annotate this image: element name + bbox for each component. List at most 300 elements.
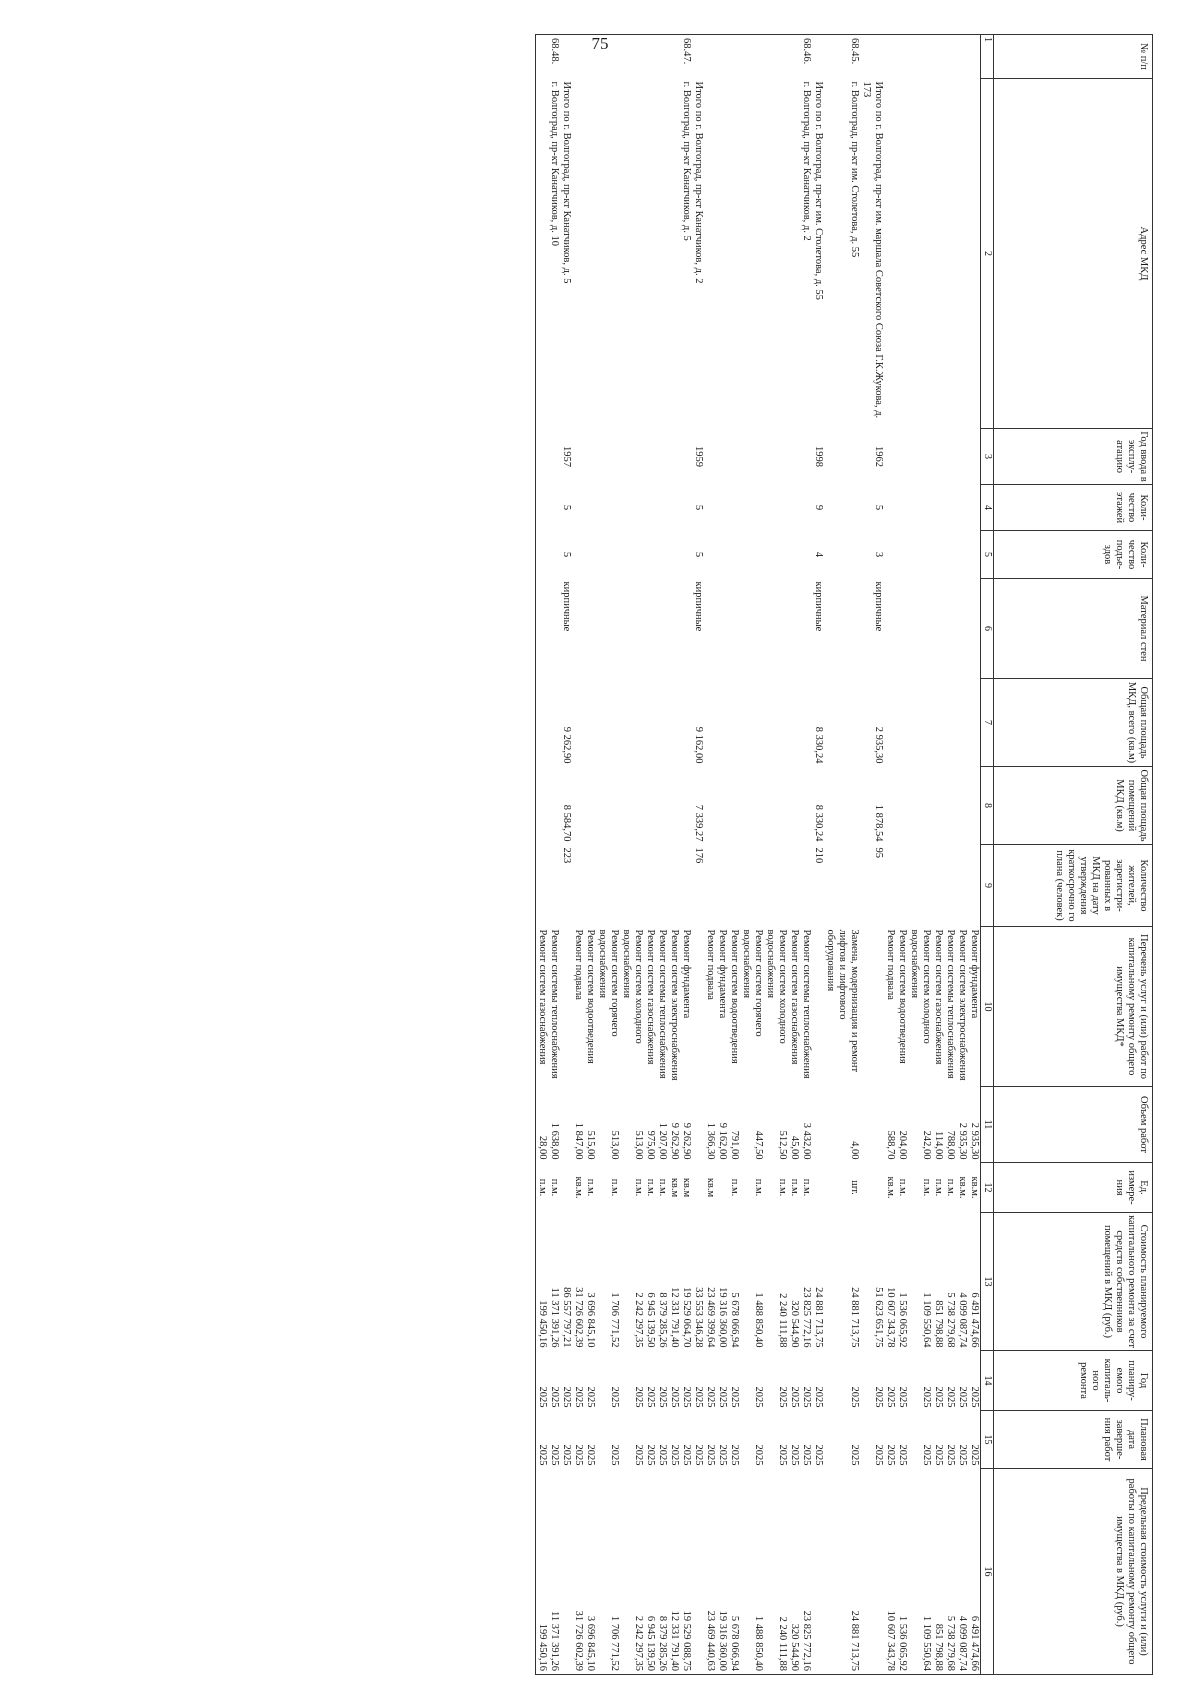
cell-vol: 513,00 bbox=[633, 1130, 645, 1160]
cell-unit: п.м. bbox=[897, 1178, 909, 1197]
cell-year bbox=[897, 429, 909, 485]
cell-cost: 5 678 066,94 bbox=[729, 1292, 741, 1348]
cell-work: Ремонт фундамента Ремонт подвала bbox=[705, 929, 729, 1019]
cell-unit: кв.м. bbox=[885, 1176, 897, 1199]
cell-area: 8 330,24 bbox=[813, 726, 825, 764]
cell-area bbox=[621, 679, 645, 767]
cell-people bbox=[789, 845, 801, 927]
cell-addr: г. Волгоград, пр-кт Канатчиков, д. 5 bbox=[681, 81, 693, 241]
cell-entr bbox=[969, 531, 982, 579]
header-row bbox=[994, 35, 1153, 1675]
cell-y2: 2025 bbox=[897, 1444, 909, 1466]
cell-limit: 5 678 066,94 bbox=[729, 1469, 741, 1675]
cell-cost: 19 529 064,70 12 331 791,40 bbox=[669, 1287, 693, 1348]
table-row bbox=[585, 35, 597, 1675]
cell-unit bbox=[861, 1163, 885, 1213]
cell-entr bbox=[549, 531, 561, 579]
cell-addr bbox=[657, 79, 669, 429]
cell-unit bbox=[813, 1163, 825, 1213]
cell-work: Ремонт систем газоснабжения bbox=[536, 927, 549, 1087]
cell-y1: 2025 bbox=[585, 1386, 597, 1408]
cell-addr: г. Волгоград, пр-кт Канатчиков, д. 2 bbox=[801, 81, 813, 241]
table-row bbox=[741, 35, 765, 1675]
cell-y1: 2025 bbox=[873, 1386, 885, 1408]
cell-area2 bbox=[597, 767, 621, 845]
cell-vol: 1 207,00 bbox=[657, 1122, 669, 1160]
cell-y1: 2025 bbox=[921, 1386, 933, 1408]
cell-area bbox=[549, 679, 561, 767]
cell-area2 bbox=[909, 767, 933, 845]
cell-floors bbox=[597, 485, 621, 531]
cell-mat bbox=[957, 579, 969, 679]
cell-n bbox=[909, 35, 933, 79]
cell-floors bbox=[669, 485, 693, 531]
cell-cost: 4 099 087,74 bbox=[957, 1292, 969, 1348]
cell-y1: 2025 bbox=[729, 1386, 741, 1408]
cell-area bbox=[585, 679, 597, 767]
cell-area bbox=[536, 679, 549, 767]
cell-cost: 1 706 771,52 bbox=[609, 1292, 621, 1348]
header-cell: Год планиру-емого капиталь-ного ремонта bbox=[994, 1351, 1153, 1411]
table-row-total bbox=[825, 35, 861, 1675]
cell-cost: 86 557 797,21 bbox=[561, 1287, 573, 1348]
cell-floors bbox=[969, 485, 982, 531]
cell-n bbox=[861, 35, 885, 79]
cell-work: Ремонт систем горячего водоснабжения bbox=[741, 929, 765, 1037]
cell-n bbox=[621, 35, 645, 79]
cell-cost: 6 945 139,50 bbox=[645, 1292, 657, 1348]
cell-cost: 2 242 297,35 bbox=[633, 1292, 645, 1348]
cell-work: Ремонт систем холодного водоснабжения bbox=[621, 929, 645, 1044]
cell-area: 2 935,30 bbox=[873, 726, 885, 764]
cell-y2: 2025 bbox=[645, 1444, 657, 1466]
cell-limit: 1 706 771,52 bbox=[597, 1469, 621, 1675]
cell-y1: 2025 bbox=[777, 1386, 789, 1408]
cell-mat: кирпичные bbox=[693, 581, 705, 632]
repair-plan-table bbox=[536, 34, 1154, 1675]
cell-people bbox=[933, 845, 945, 927]
cell-cost: 31 726 602,39 bbox=[573, 1287, 585, 1348]
cell-n bbox=[969, 35, 982, 79]
cell-limit bbox=[693, 1469, 705, 1675]
cell-entr: 3 bbox=[873, 551, 885, 558]
cell-limit: 19 529 088,75 12 331 791,40 bbox=[669, 1469, 693, 1675]
cell-area2: 8 584,70 bbox=[561, 804, 573, 842]
cell-unit: п.м. bbox=[657, 1178, 669, 1197]
column-number-row bbox=[981, 35, 994, 1675]
cell-mat: кирпичные bbox=[561, 581, 573, 632]
cell-y1: 2025 bbox=[813, 1386, 825, 1408]
cell-floors bbox=[885, 485, 897, 531]
cell-work: Ремонт систем газоснабжения bbox=[645, 929, 657, 1065]
cell-limit: 4 099 087,74 bbox=[957, 1469, 969, 1675]
cell-year bbox=[657, 429, 669, 485]
cell-entr bbox=[621, 531, 645, 579]
cell-y2: 2025 bbox=[873, 1444, 885, 1466]
table-row bbox=[597, 35, 621, 1675]
cell-year: 1959 bbox=[693, 446, 705, 467]
cell-floors bbox=[741, 485, 765, 531]
cell-area2 bbox=[957, 767, 969, 845]
cell-year bbox=[969, 429, 982, 485]
cell-people bbox=[585, 845, 597, 927]
cell-mat bbox=[825, 579, 861, 679]
cell-addr bbox=[705, 79, 729, 429]
table-row-total bbox=[801, 35, 813, 1675]
cell-area2 bbox=[825, 767, 861, 845]
header-cell: Объем работ bbox=[994, 1087, 1153, 1163]
cell-entr bbox=[536, 531, 549, 579]
cell-y2: 2025 bbox=[969, 1444, 981, 1466]
table-row bbox=[897, 35, 909, 1675]
table-row-total bbox=[813, 35, 825, 1675]
table-row-total bbox=[549, 35, 561, 1675]
cell-y2: 2025 bbox=[536, 1411, 549, 1469]
cell-area2 bbox=[969, 767, 982, 845]
cell-entr: 5 bbox=[561, 551, 573, 558]
cell-floors bbox=[729, 485, 741, 531]
cell-limit: 1 488 850,40 bbox=[741, 1469, 765, 1675]
header-cell: Адрес МКД bbox=[994, 79, 1153, 429]
cell-vol: 1 847,00 bbox=[573, 1122, 585, 1160]
cell-limit: 2 242 297,35 bbox=[621, 1469, 645, 1675]
header-cell: Год ввода в эксплу-атацию bbox=[994, 429, 1153, 485]
cell-limit: 11 371 391,26 bbox=[549, 1469, 561, 1675]
cell-people bbox=[705, 845, 729, 927]
cell-n bbox=[585, 35, 597, 79]
cell-y1: 2025 2025 bbox=[705, 1386, 729, 1408]
cell-n bbox=[693, 35, 705, 79]
cell-limit: 8 379 285,26 bbox=[657, 1469, 669, 1675]
cell-y1: 2025 bbox=[801, 1386, 813, 1408]
cell-limit: 10 607 343,78 bbox=[885, 1469, 897, 1675]
cell-area bbox=[741, 679, 765, 767]
cell-year bbox=[945, 429, 957, 485]
cell-n bbox=[957, 35, 969, 79]
cell-n bbox=[885, 35, 897, 79]
cell-mat bbox=[801, 579, 813, 679]
cell-people bbox=[957, 845, 969, 927]
cell-year bbox=[705, 429, 729, 485]
cell-people: 176 bbox=[693, 847, 705, 864]
cell-people bbox=[741, 845, 765, 927]
cell-addr: Итого по г. Волгоград, пр-кт Канатчиков, д. 5 bbox=[561, 81, 573, 284]
cell-area2 bbox=[621, 767, 645, 845]
cell-n bbox=[536, 35, 549, 79]
cell-area bbox=[945, 679, 957, 767]
cell-year bbox=[645, 429, 657, 485]
cell-floors: 5 bbox=[873, 504, 885, 511]
cell-unit: п.м. bbox=[536, 1163, 549, 1213]
cell-vol: 791,00 bbox=[729, 1130, 741, 1160]
cell-cost: 2 240 111,88 bbox=[777, 1293, 789, 1348]
cell-unit: п.м. bbox=[609, 1178, 621, 1197]
cell-addr bbox=[645, 79, 657, 429]
cell-area bbox=[897, 679, 909, 767]
cell-area bbox=[825, 679, 861, 767]
cell-floors bbox=[933, 485, 945, 531]
cell-floors bbox=[549, 485, 561, 531]
cell-entr bbox=[897, 531, 909, 579]
cell-work: Ремонт систем холодного водоснабжения bbox=[909, 929, 933, 1044]
cell-cost: 6 491 474,66 bbox=[969, 1292, 981, 1348]
cell-floors bbox=[536, 485, 549, 531]
cell-mat bbox=[741, 579, 765, 679]
cell-floors bbox=[765, 485, 789, 531]
cell-cost: 23 825 772,16 bbox=[801, 1287, 813, 1348]
cell-y2: 2025 bbox=[549, 1444, 561, 1466]
cell-vol bbox=[861, 1087, 885, 1163]
cell-y1: 2025 bbox=[657, 1386, 669, 1408]
cell-limit: 199 450,16 bbox=[536, 1469, 549, 1675]
cell-y1: 2025 bbox=[693, 1386, 705, 1408]
cell-limit: 19 316 360,00 23 469 440,63 bbox=[705, 1469, 729, 1675]
cell-floors bbox=[825, 485, 861, 531]
cell-unit: п.м. bbox=[729, 1178, 741, 1197]
cell-entr bbox=[729, 531, 741, 579]
cell-unit: п.м. bbox=[921, 1178, 933, 1197]
header-cell: Перечень услуг и (или) работ по капитальному ремонту общего имущества МКД* bbox=[994, 927, 1153, 1087]
cell-people bbox=[645, 845, 657, 927]
cell-addr bbox=[897, 79, 909, 429]
cell-y2: 2025 bbox=[945, 1444, 957, 1466]
cell-limit: 320 544,90 bbox=[789, 1469, 801, 1675]
table-row-total bbox=[669, 35, 693, 1675]
cell-mat bbox=[729, 579, 741, 679]
cell-y2: 2025 bbox=[633, 1444, 645, 1466]
cell-y2: 2025 bbox=[657, 1444, 669, 1466]
column-number: 10 bbox=[981, 927, 994, 1087]
cell-entr: 4 bbox=[813, 551, 825, 558]
table-row bbox=[705, 35, 729, 1675]
cell-y2: 2025 bbox=[777, 1444, 789, 1466]
cell-n: 68.46. bbox=[801, 35, 813, 79]
cell-work: Ремонт подвала bbox=[885, 929, 897, 1000]
cell-floors: 9 bbox=[813, 504, 825, 511]
cell-n bbox=[897, 35, 909, 79]
cell-area2 bbox=[885, 767, 897, 845]
cell-work: Ремонт систем водоотведения bbox=[729, 929, 741, 1064]
cell-vol: 2 935,30 bbox=[957, 1122, 969, 1160]
table-row bbox=[945, 35, 957, 1675]
header-cell: Коли-чество подъе-здов bbox=[994, 531, 1153, 579]
cell-people bbox=[945, 845, 957, 927]
cell-area bbox=[789, 679, 801, 767]
cell-unit: п.м. bbox=[753, 1178, 765, 1197]
cell-y1: 2025 bbox=[633, 1386, 645, 1408]
cell-y2: 2025 bbox=[957, 1444, 969, 1466]
cell-unit bbox=[561, 1163, 573, 1213]
cell-limit: 2 240 111,88 bbox=[765, 1469, 789, 1675]
cell-mat bbox=[597, 579, 621, 679]
page-number: 75 bbox=[591, 34, 609, 53]
cell-y2: 2025 bbox=[933, 1444, 945, 1466]
cell-floors bbox=[957, 485, 969, 531]
table-row bbox=[657, 35, 669, 1675]
cell-addr bbox=[945, 79, 957, 429]
cell-y2: 2025 2025 bbox=[705, 1444, 729, 1466]
cell-y2: 2025 bbox=[693, 1444, 705, 1466]
cell-year bbox=[549, 429, 561, 485]
cell-area2 bbox=[536, 767, 549, 845]
cell-people bbox=[969, 845, 982, 927]
cell-year: 1998 bbox=[813, 446, 825, 467]
cell-area bbox=[909, 679, 933, 767]
cell-y2: 2025 bbox=[585, 1444, 597, 1466]
cell-n: 68.48. bbox=[549, 35, 561, 79]
cell-mat bbox=[897, 579, 909, 679]
cell-vol: 9 162,00 1 366,30 bbox=[705, 1122, 729, 1160]
cell-y2: 2025 bbox=[753, 1444, 765, 1466]
header-cell: Общая площадь помещений МКД (кв.м) bbox=[994, 767, 1153, 845]
cell-work: Ремонт системы теплоснабжения bbox=[657, 929, 669, 1079]
cell-cost: 33 553 346,28 bbox=[693, 1287, 705, 1348]
cell-year bbox=[729, 429, 741, 485]
cell-n bbox=[705, 35, 729, 79]
cell-work: Ремонт системы теплоснабжения bbox=[945, 929, 957, 1079]
cell-area: 9 162,00 bbox=[693, 726, 705, 764]
column-number: 7 bbox=[981, 679, 994, 767]
cell-cost: 851 798,88 bbox=[933, 1300, 945, 1348]
cell-vol: 204,00 bbox=[897, 1130, 909, 1160]
cell-vol: 1 638,00 bbox=[549, 1122, 561, 1160]
cell-floors bbox=[945, 485, 957, 531]
cell-area bbox=[573, 679, 585, 767]
cell-mat bbox=[657, 579, 669, 679]
cell-vol bbox=[693, 1087, 705, 1163]
cell-vol: 2 935,30 bbox=[969, 1122, 981, 1160]
cell-area bbox=[657, 679, 669, 767]
cell-area bbox=[705, 679, 729, 767]
cell-entr bbox=[669, 531, 693, 579]
cell-floors: 5 bbox=[693, 504, 705, 511]
cell-year bbox=[933, 429, 945, 485]
cell-floors bbox=[585, 485, 597, 531]
header-cell: Ед. измере-ния bbox=[994, 1163, 1153, 1213]
cell-addr bbox=[573, 79, 585, 429]
cell-mat bbox=[909, 579, 933, 679]
cell-people bbox=[909, 845, 933, 927]
cell-n bbox=[765, 35, 789, 79]
cell-y1: 2025 bbox=[933, 1386, 945, 1408]
cell-area bbox=[645, 679, 657, 767]
cell-entr bbox=[645, 531, 657, 579]
cell-people bbox=[801, 845, 813, 927]
cell-area bbox=[597, 679, 621, 767]
cell-people bbox=[669, 845, 693, 927]
cell-entr bbox=[933, 531, 945, 579]
cell-people: 223 bbox=[561, 847, 573, 864]
cell-work: Ремонт фундамента bbox=[969, 929, 981, 1019]
cell-unit: шт. bbox=[849, 1180, 861, 1195]
cell-unit: кв.м bbox=[705, 1177, 717, 1198]
cell-mat bbox=[573, 579, 585, 679]
cell-cost: 1 488 850,40 bbox=[753, 1292, 765, 1348]
cell-floors bbox=[657, 485, 669, 531]
cell-limit bbox=[813, 1469, 825, 1675]
table-row bbox=[621, 35, 645, 1675]
cell-vol: 788,00 bbox=[945, 1130, 957, 1160]
cell-area bbox=[669, 679, 693, 767]
cell-vol: 975,00 bbox=[645, 1130, 657, 1160]
cell-addr bbox=[597, 79, 621, 429]
column-number: 14 bbox=[981, 1351, 994, 1411]
cell-mat bbox=[585, 579, 597, 679]
cell-work bbox=[813, 927, 825, 1087]
cell-entr bbox=[957, 531, 969, 579]
cell-area bbox=[885, 679, 897, 767]
table-row bbox=[645, 35, 657, 1675]
cell-y1: 2025 bbox=[645, 1386, 657, 1408]
cell-mat bbox=[645, 579, 657, 679]
cell-y1: 2025 2025 bbox=[669, 1386, 693, 1408]
cell-work: Ремонт системы теплоснабжения bbox=[549, 929, 561, 1079]
cell-unit: п.м. bbox=[549, 1178, 561, 1197]
cell-vol: 3 432,00 bbox=[801, 1122, 813, 1160]
cell-floors bbox=[621, 485, 645, 531]
cell-y1: 2025 bbox=[536, 1351, 549, 1411]
cell-work: Ремонт системы теплоснабжения bbox=[801, 929, 813, 1079]
table-row bbox=[536, 35, 549, 1675]
cell-work: Ремонт систем электроснабжения bbox=[957, 929, 969, 1081]
cell-limit: 1 536 065,92 bbox=[897, 1469, 909, 1675]
cell-people bbox=[621, 845, 645, 927]
cell-y2: 2025 bbox=[561, 1444, 573, 1466]
cell-y1: 2025 bbox=[561, 1386, 573, 1408]
cell-n bbox=[945, 35, 957, 79]
cell-limit: 24 881 713,75 bbox=[825, 1469, 861, 1675]
column-number: 16 bbox=[981, 1469, 994, 1675]
header-cell: Материал стен bbox=[994, 579, 1153, 679]
cell-y1: 2025 bbox=[753, 1386, 765, 1408]
column-number: 9 bbox=[981, 845, 994, 927]
cell-unit: п.м. bbox=[945, 1178, 957, 1197]
cell-unit: п.м. bbox=[777, 1178, 789, 1197]
cell-work: Ремонт систем газоснабжения bbox=[933, 929, 945, 1065]
table-row bbox=[885, 35, 897, 1675]
cell-vol: 515,00 bbox=[585, 1130, 597, 1160]
table-row bbox=[909, 35, 933, 1675]
cell-unit: кв.м. bbox=[957, 1176, 969, 1199]
cell-cost: 11 371 391,26 bbox=[549, 1287, 561, 1348]
cell-y1: 2025 bbox=[609, 1386, 621, 1408]
table-row bbox=[933, 35, 945, 1675]
cell-area2 bbox=[897, 767, 909, 845]
cell-addr bbox=[536, 79, 549, 429]
cell-floors bbox=[645, 485, 657, 531]
cell-year bbox=[957, 429, 969, 485]
cell-addr bbox=[957, 79, 969, 429]
cell-area2 bbox=[645, 767, 657, 845]
cell-year bbox=[789, 429, 801, 485]
cell-unit: п.м. bbox=[933, 1178, 945, 1197]
cell-people bbox=[729, 845, 741, 927]
cell-unit: п.м. bbox=[801, 1178, 813, 1197]
cell-limit: 851 798,88 bbox=[933, 1469, 945, 1675]
cell-people bbox=[825, 845, 861, 927]
cell-area2 bbox=[573, 767, 585, 845]
cell-work bbox=[561, 927, 573, 1087]
cell-work bbox=[861, 927, 885, 1087]
cell-area2 bbox=[741, 767, 765, 845]
cell-n: 68.45. bbox=[825, 35, 861, 79]
cell-mat bbox=[669, 579, 693, 679]
cell-area2 bbox=[705, 767, 729, 845]
cell-unit: кв.м кв.м bbox=[669, 1177, 693, 1198]
cell-people bbox=[897, 845, 909, 927]
cell-cost: 1 536 065,92 bbox=[897, 1292, 909, 1348]
cell-floors bbox=[801, 485, 813, 531]
